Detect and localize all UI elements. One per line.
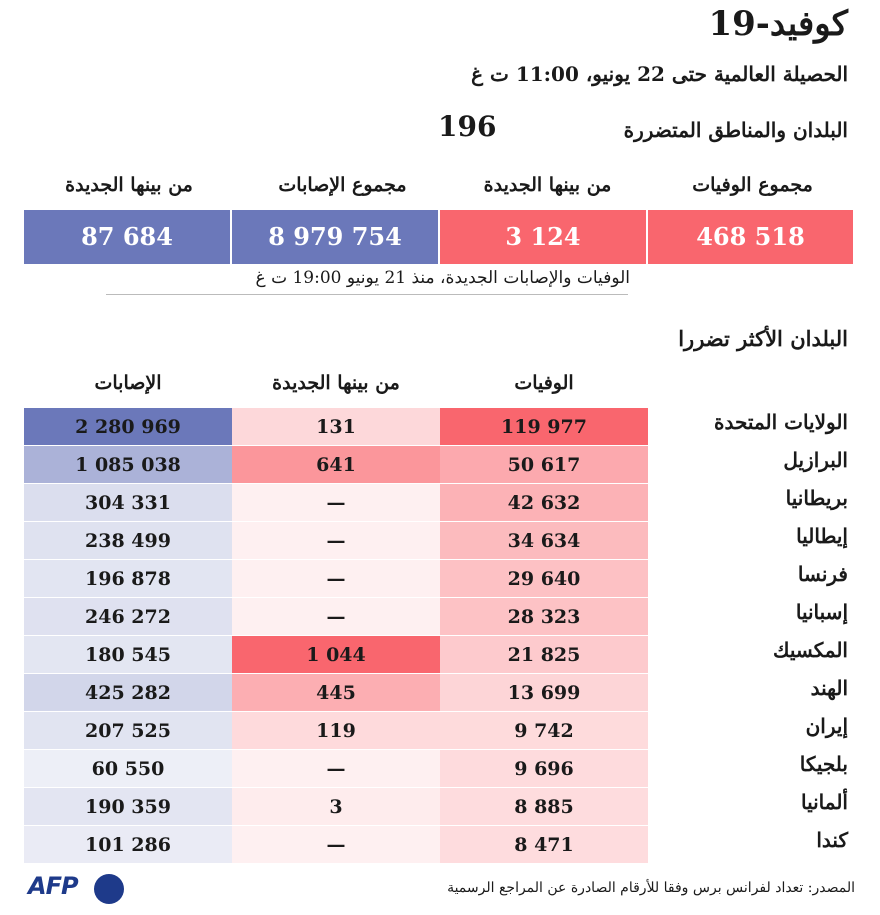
cases-cell: 180 545: [24, 636, 232, 674]
new-figures-note: الوفيات والإصابات الجديدة، منذ 21 يونيو 19:00 ت غ: [255, 268, 630, 288]
deaths-cell: 50 617: [440, 446, 648, 484]
note-underline: [106, 294, 628, 295]
country-name: المكسيك: [773, 638, 848, 662]
country-name: الهند: [810, 676, 848, 700]
source-note: المصدر: تعداد لفرانس برس وفقا للأرقام الصادرة عن المراجع الرسمية: [447, 880, 855, 896]
deaths-cell: 9 742: [440, 712, 648, 750]
cases-cell: 246 272: [24, 598, 232, 636]
worst-affected-label: البلدان الأكثر تضررا: [678, 326, 848, 351]
country-name: البرازيل: [783, 448, 848, 472]
total-deaths-header: مجموع الوفيات: [692, 174, 813, 196]
cases-cell: 207 525: [24, 712, 232, 750]
countries-affected-label: البلدان والمناطق المتضررة: [623, 118, 848, 142]
cases-cell: 425 282: [24, 674, 232, 712]
deaths-column-header: الوفيات: [514, 372, 574, 394]
new-deaths-cell: —: [232, 826, 440, 864]
country-name: بريطانيا: [785, 486, 848, 510]
page-title: كوفيد-19: [708, 4, 848, 44]
cases-cell: 304 331: [24, 484, 232, 522]
new-deaths-cell: —: [232, 560, 440, 598]
country-name: فرنسا: [797, 562, 848, 586]
deaths-cell: 34 634: [440, 522, 648, 560]
total-cases-box: 8 979 754: [232, 210, 440, 264]
new-deaths-header: من بينها الجديدة: [483, 174, 612, 196]
country-name: بلجيكا: [799, 752, 848, 776]
new-deaths-box: 3 124: [440, 210, 648, 264]
country-name: الولايات المتحدة: [714, 410, 848, 434]
deaths-cell: 29 640: [440, 560, 648, 598]
afp-logo-dot: [94, 874, 124, 904]
new-deaths-cell: 3: [232, 788, 440, 826]
deaths-cell: 42 632: [440, 484, 648, 522]
new-column-header: من بينها الجديدة: [272, 372, 400, 394]
new-cases-header: من بينها الجديدة: [65, 174, 193, 196]
country-name: إيران: [805, 714, 848, 738]
total-cases-header: مجموع الإصابات: [278, 174, 407, 196]
deaths-cell: 119 977: [440, 408, 648, 446]
country-name: كندا: [816, 828, 848, 852]
cases-cell: 101 286: [24, 826, 232, 864]
new-deaths-cell: 1 044: [232, 636, 440, 674]
cases-cell: 190 359: [24, 788, 232, 826]
deaths-cell: 8 471: [440, 826, 648, 864]
deaths-cell: 9 696: [440, 750, 648, 788]
new-cases-box: 87 684: [24, 210, 232, 264]
new-deaths-cell: —: [232, 750, 440, 788]
deaths-cell: 21 825: [440, 636, 648, 674]
new-deaths-cell: 445: [232, 674, 440, 712]
new-deaths-cell: 119: [232, 712, 440, 750]
afp-logo: AFP: [28, 872, 78, 900]
country-name: إسبانيا: [795, 600, 848, 624]
cases-cell: 2 280 969: [24, 408, 232, 446]
new-deaths-cell: —: [232, 522, 440, 560]
new-deaths-cell: —: [232, 484, 440, 522]
deaths-cell: 8 885: [440, 788, 648, 826]
cases-cell: 60 550: [24, 750, 232, 788]
deaths-cell: 28 323: [440, 598, 648, 636]
new-deaths-cell: 131: [232, 408, 440, 446]
cases-cell: 1 085 038: [24, 446, 232, 484]
cases-cell: 196 878: [24, 560, 232, 598]
cases-column-header: الإصابات: [94, 372, 162, 394]
deaths-cell: 13 699: [440, 674, 648, 712]
countries-affected-count: 196: [438, 110, 497, 143]
country-name: إيطاليا: [796, 524, 848, 548]
country-name: ألمانيا: [800, 790, 848, 814]
subtitle: الحصيلة العالمية حتى 22 يونيو، 11:00 ت غ: [471, 62, 848, 86]
cases-cell: 238 499: [24, 522, 232, 560]
new-deaths-cell: 641: [232, 446, 440, 484]
new-deaths-cell: —: [232, 598, 440, 636]
total-deaths-box: 468 518: [648, 210, 855, 264]
